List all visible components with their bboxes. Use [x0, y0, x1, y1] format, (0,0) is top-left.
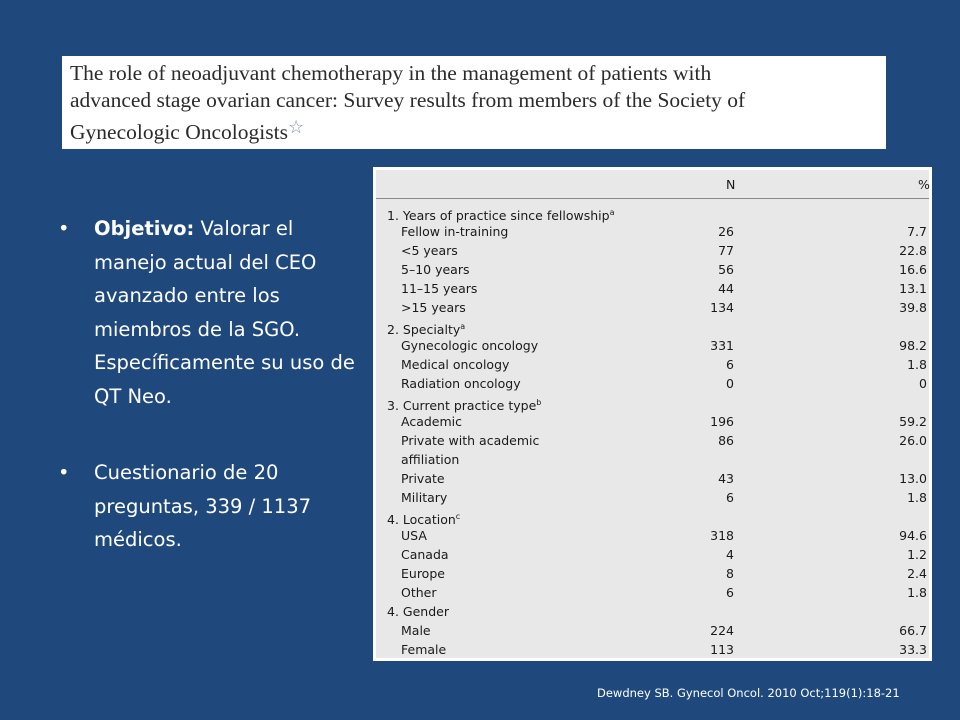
row-percent-value: 1.2 [907, 547, 927, 562]
row-percent-value: 0 [919, 376, 927, 391]
row-label-text: 4. Gender [387, 604, 449, 619]
header-n: N [726, 177, 736, 192]
row-percent-value: 94.6 [899, 528, 927, 543]
row-label [401, 279, 477, 298]
row-percent-value: 59.2 [899, 414, 927, 429]
row-label [401, 374, 521, 393]
row-label-text: affiliation [401, 452, 460, 467]
table-row [376, 222, 929, 241]
row-label-text: <5 years [401, 243, 458, 258]
row-n-value: 224 [710, 623, 734, 638]
bullet-bold-label: Objetivo: [94, 217, 195, 240]
row-percent-value: 13.1 [899, 281, 927, 296]
table-row [376, 260, 929, 279]
row-label-text: Female [401, 642, 447, 657]
row-percent-value: 26.0 [899, 433, 927, 448]
table-header [376, 170, 929, 199]
table-rows [376, 203, 929, 659]
table-row [376, 298, 929, 317]
table-row [376, 469, 929, 488]
table-row [376, 431, 929, 450]
row-label-text: Private [401, 471, 445, 486]
row-percent-value: 13.0 [899, 471, 927, 486]
paper-title-line-2: advanced stage ovarian cancer: Survey results from members of the Society of [70, 88, 746, 112]
row-footnote-mark: a [460, 322, 466, 331]
row-percent-value: 7.7 [907, 224, 927, 239]
bullet-list [58, 212, 358, 557]
row-label [401, 488, 447, 507]
row-percent-value: 33.3 [899, 642, 927, 657]
survey-table-body [376, 170, 929, 658]
table-row [376, 488, 929, 507]
row-label [401, 412, 462, 431]
row-n-value: 44 [718, 281, 734, 296]
row-label [401, 355, 509, 374]
row-n-value: 26 [718, 224, 734, 239]
paper-title-box [62, 56, 886, 149]
row-n-value: 113 [710, 642, 734, 657]
bullet-icon: • [58, 461, 70, 484]
row-label-text: 5–10 years [401, 262, 470, 277]
row-label-text: 1. Years of practice since fellowship [387, 208, 610, 223]
row-footnote-mark: b [536, 398, 542, 407]
row-n-value: 86 [718, 433, 734, 448]
row-label-text: Gynecologic oncology [401, 338, 539, 353]
star-icon: ☆ [287, 117, 305, 137]
row-label-text: 3. Current practice type [387, 398, 537, 413]
table-row [376, 279, 929, 298]
row-label-text: Fellow in-training [401, 224, 509, 239]
bullet-item-survey [58, 456, 358, 557]
row-label [401, 583, 437, 602]
row-label [401, 298, 466, 317]
table-row [376, 317, 929, 336]
row-footnote-mark: a [609, 208, 615, 217]
row-n-value: 6 [726, 357, 734, 372]
table-row [376, 355, 929, 374]
table-row [376, 393, 929, 412]
row-label [387, 602, 449, 621]
table-row [376, 241, 929, 260]
row-percent-value: 1.8 [907, 585, 927, 600]
row-label [401, 469, 445, 488]
row-label-text: Canada [401, 547, 449, 562]
bullet-item-objective [58, 212, 358, 413]
row-n-value: 8 [726, 566, 734, 581]
row-n-value: 318 [710, 528, 734, 543]
table-row [376, 583, 929, 602]
row-n-value: 43 [718, 471, 734, 486]
table-row [376, 450, 929, 469]
bullet-text: Valorar el manejo actual del CEO avanzado entre los miembros de la SGO. Específicamente su uso de QT Neo. [94, 217, 355, 408]
citation: Dewdney SB. Gynecol Oncol. 2010 Oct;119(1):18-21 [597, 686, 900, 700]
row-label-text: Academic [401, 414, 463, 429]
row-label-text: Medical oncology [401, 357, 510, 372]
row-label [401, 260, 469, 279]
table-row [376, 203, 929, 222]
row-label-text: Military [401, 490, 448, 505]
row-label-text: Europe [401, 566, 445, 581]
row-percent-value: 98.2 [899, 338, 927, 353]
paper-title [70, 60, 878, 146]
row-label [401, 526, 427, 545]
table-row [376, 526, 929, 545]
row-label [401, 222, 508, 241]
survey-table [373, 167, 932, 661]
row-percent-value: 22.8 [899, 243, 927, 258]
row-n-value: 196 [710, 414, 734, 429]
row-label-text: Male [401, 623, 431, 638]
row-label [401, 450, 459, 469]
row-label-text: Private with academic [401, 433, 540, 448]
row-percent-value: 2.4 [907, 566, 927, 581]
row-percent-value: 16.6 [899, 262, 927, 277]
row-label-text: USA [401, 528, 427, 543]
row-label-text: 11–15 years [401, 281, 478, 296]
table-row [376, 412, 929, 431]
row-n-value: 77 [718, 243, 734, 258]
row-label [401, 621, 431, 640]
row-label [401, 241, 458, 260]
row-percent-value: 66.7 [899, 623, 927, 638]
row-percent-value: 1.8 [907, 357, 927, 372]
row-label [401, 336, 538, 355]
table-row [376, 564, 929, 583]
table-row [376, 621, 929, 640]
bullet-icon: • [58, 217, 70, 240]
row-n-value: 4 [726, 547, 734, 562]
row-label [401, 564, 445, 583]
row-label-text: Radiation oncology [401, 376, 521, 391]
row-n-value: 6 [726, 585, 734, 600]
row-n-value: 331 [710, 338, 734, 353]
row-footnote-mark: c [455, 512, 461, 521]
row-label [401, 640, 446, 659]
table-row [376, 602, 929, 621]
row-percent-value: 39.8 [899, 300, 927, 315]
row-label-text: 2. Specialty [387, 322, 461, 337]
table-row [376, 374, 929, 393]
row-label-text: >15 years [401, 300, 466, 315]
row-label [401, 431, 539, 450]
header-percent: % [918, 177, 930, 192]
bullet-text: Cuestionario de 20 preguntas, 339 / 1137 médicos. [94, 461, 312, 551]
row-percent-value: 1.8 [907, 490, 927, 505]
row-label-text: Other [401, 585, 437, 600]
paper-title-line-1: The role of neoadjuvant chemotherapy in the management of patients with [70, 61, 712, 85]
table-row [376, 640, 929, 659]
row-n-value: 56 [718, 262, 734, 277]
table-row [376, 336, 929, 355]
row-n-value: 0 [726, 376, 734, 391]
paper-title-line-3: Gynecologic Oncologists [70, 120, 288, 144]
row-n-value: 134 [710, 300, 734, 315]
table-row [376, 507, 929, 526]
table-row [376, 545, 929, 564]
row-label [401, 545, 449, 564]
row-label-text: 4. Location [387, 512, 456, 527]
row-n-value: 6 [726, 490, 734, 505]
